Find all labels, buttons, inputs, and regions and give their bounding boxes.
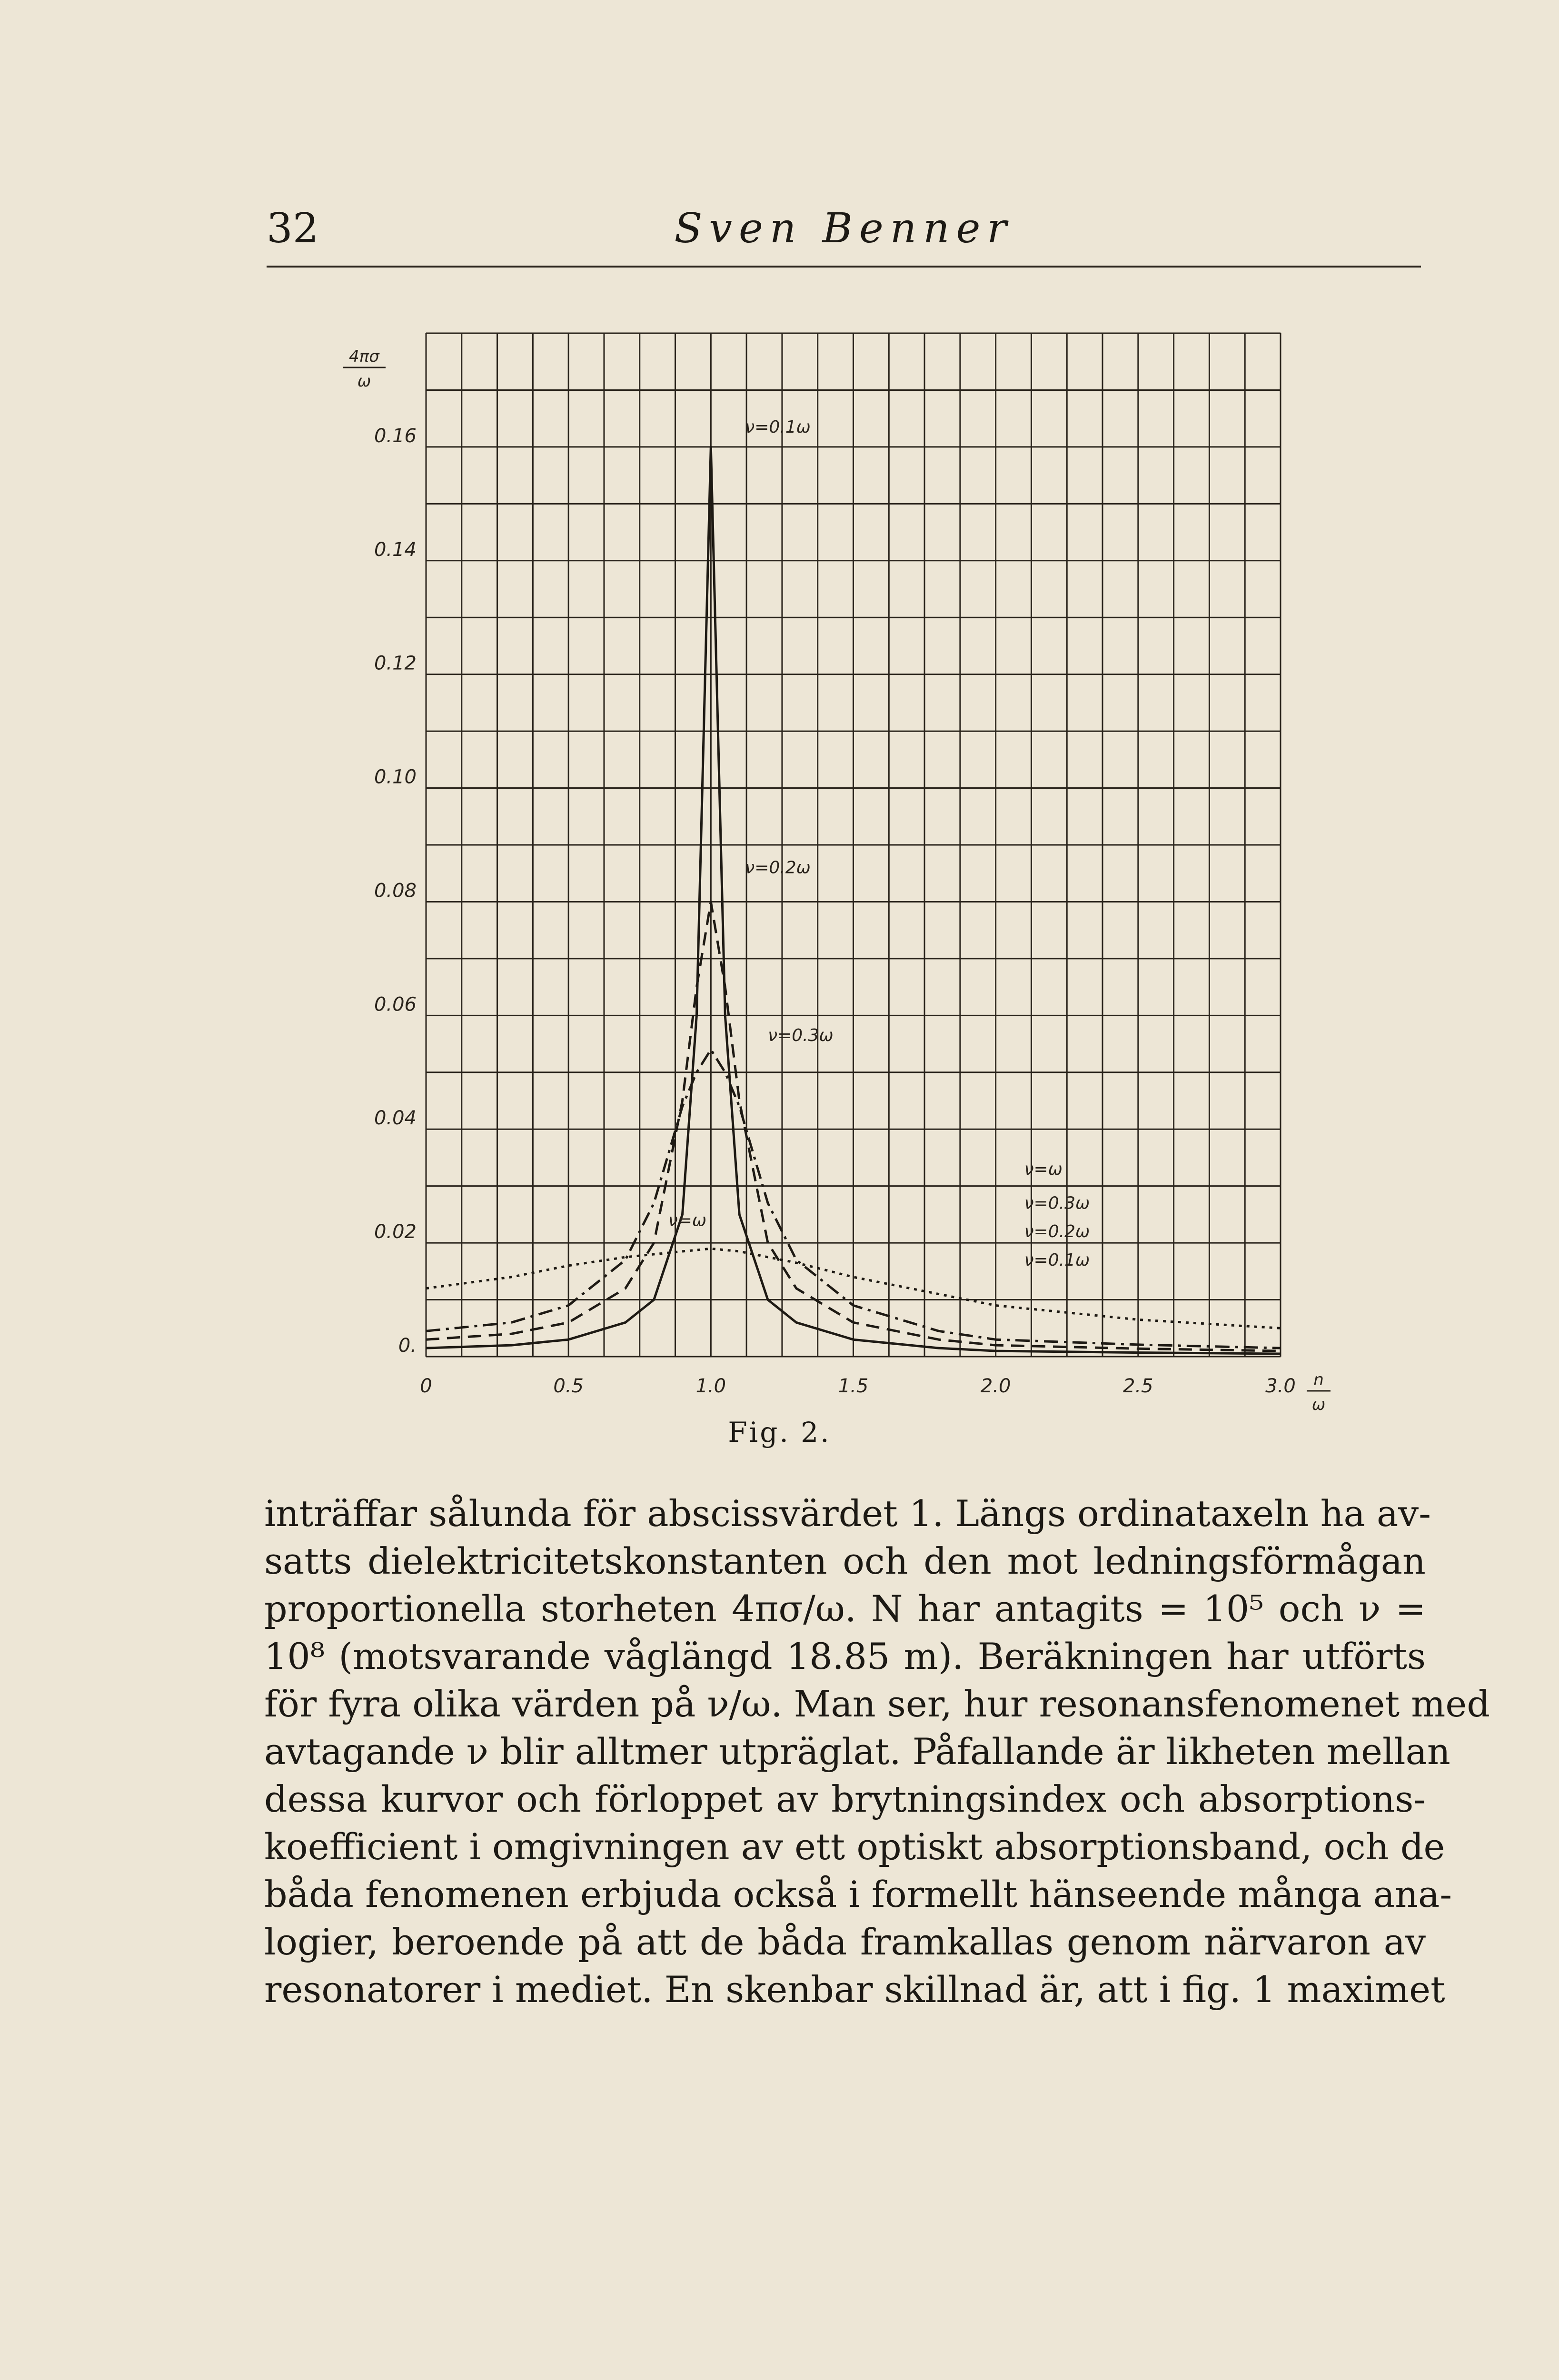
page-number: 32 <box>267 205 319 252</box>
text-line-1: inträffar sålunda för abscissvärdet 1. Längs ordinataxeln ha av- <box>264 1492 1431 1535</box>
text-line-8: koefficient i omgivningen av ett optiskt absorptionsband, och de <box>264 1825 1445 1868</box>
curve-label: ν=0.3ω <box>1024 1193 1090 1213</box>
figure-caption: Fig. 2. <box>728 1416 831 1448</box>
text-line-2: satts dielektricitetskonstanten och den mot ledningsförmågan <box>264 1540 1426 1582</box>
y-tick-label: 0. <box>398 1335 417 1357</box>
x-tick-label: 1.0 <box>695 1375 726 1397</box>
text-line-3: proportionella storheten 4πσ/ω. N har antagits = 10⁵ och ν = <box>264 1587 1426 1630</box>
x-tick-label: 2.5 <box>1123 1375 1153 1397</box>
curve-label: ν=0.2ω <box>745 858 811 878</box>
text-line-10: logier, beroende på att de båda framkallas genom närvaron av <box>264 1921 1426 1963</box>
y-tick-label: 0.08 <box>374 880 417 902</box>
x-axis-label-numerator: n <box>1313 1370 1324 1389</box>
x-tick-label: 1.5 <box>838 1375 869 1397</box>
curve-label: ν=ω <box>1024 1159 1063 1179</box>
running-title: Sven Benner <box>674 205 1013 252</box>
y-tick-label: 0.10 <box>374 766 417 788</box>
curve-label: ν=0.2ω <box>1024 1222 1090 1242</box>
y-axis-label-denominator: ω <box>357 372 371 391</box>
x-tick-label: 0.5 <box>553 1375 584 1397</box>
text-line-9: båda fenomenen erbjuda också i formellt hänseende många ana- <box>264 1873 1452 1915</box>
text-line-11: resonatorer i mediet. En skenbar skillnad är, att i fig. 1 maximet <box>264 1968 1445 2011</box>
x-tick-label: 2.0 <box>980 1375 1011 1397</box>
y-tick-label: 0.06 <box>374 993 417 1016</box>
x-tick-label: 0 <box>420 1375 432 1397</box>
curve-label: ν=0.3ω <box>768 1026 834 1046</box>
x-axis-label-denominator: ω <box>1311 1395 1326 1414</box>
x-tick-label: 3.0 <box>1265 1375 1296 1397</box>
y-tick-label: 0.16 <box>374 425 417 447</box>
text-line-4: 10⁸ (motsvarande våglängd 18.85 m). Beräkningen har utförts <box>264 1635 1426 1677</box>
y-axis-label-numerator: 4πσ <box>349 347 379 366</box>
text-line-5: för fyra olika värden på ν/ω. Man ser, hur resonansfenomenet med <box>264 1683 1490 1725</box>
y-tick-label: 0.14 <box>374 538 417 561</box>
text-line-6: avtagande ν blir alltmer utpräglat. Påfallande är likheten mellan <box>264 1730 1450 1773</box>
y-tick-label: 0.04 <box>374 1107 417 1130</box>
curve-label: ν=0.1ω <box>1024 1250 1090 1270</box>
y-tick-label: 0.02 <box>374 1221 417 1243</box>
y-tick-label: 0.12 <box>374 652 417 674</box>
curve-label: ν=ω <box>668 1210 707 1230</box>
text-line-7: dessa kurvor och förloppet av brytningsindex och absorptions- <box>264 1778 1426 1820</box>
body-text <box>264 1490 1490 2013</box>
curve-label: ν=0.1ω <box>745 417 811 437</box>
